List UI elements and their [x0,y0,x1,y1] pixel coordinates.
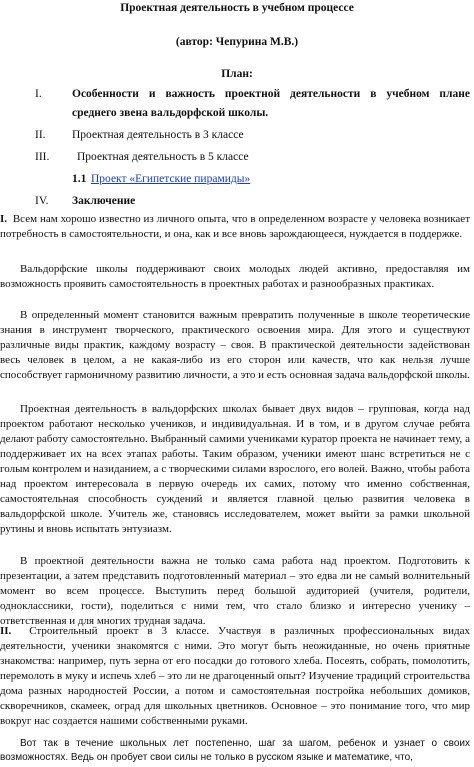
plan-item-4-number: IV. [35,195,49,207]
paragraph-6-text: Строительный проект в 3 классе. Участвуя в различных профессиональных видах деятельности, ученики знакомятся с ними. Это могут быть неожиданные, но очень приятные знакомства: например, путь зерна от его посадки до готового хлеба. Посеять, собрать, помолотить, перемолоть в муку и испечь хлеб – это ли не драгоценный опыт? Изучение традиций строительства дома разных народностей России, а потом и самостоятельная постройка небольших домиков, скворечников, скамеек, оград для школьных цветников. Основное – это понимание того, что мир вокруг нас создается нашими собственными руками. [0,625,470,727]
plan-item-2-text: Проектная деятельность в 3 классе [72,129,244,141]
paragraph-4 [0,402,470,537]
plan-subitem-link[interactable]: Проект «Египетские пирамиды» [91,173,251,185]
paragraph-1 [0,212,470,242]
paragraph-5 [0,554,470,629]
plan-item-1-text-line2: среднего звена вальдорфской школы. [72,107,269,119]
paragraph-7-text: Вот так в течение школьных лет постепенно, шаг за шагом, ребенок и узнает о своих возможностях. Ведь он пробует свои силы не только в русском языке и математике, что, [0,738,470,763]
paragraph-6 [0,624,470,729]
plan-item-2-number: II. [35,129,46,141]
plan-heading: План: [221,68,253,80]
plan-item-3-text: Проектная деятельность в 5 классе [77,151,249,163]
plan-item-1-text-line1: Особенности и важность проектной деятельности в учебном плане [72,88,470,100]
plan-item-4-text: Заключение [72,195,136,207]
plan-item-1-number: I. [35,88,42,100]
section-marker-1: I. [0,213,8,225]
document-title: Проектная деятельность в учебном процессе [120,2,354,14]
paragraph-3-text: В определенный момент становится важным превратить полученные в школе теоретические знания в инструмент творческого, практического освоения мира. Для этого и существуют различные виды практик, каждому возрасту – своя. В практической деятельности задействован весь человек в целом, а не какая-либо из его сторон или качеств, что как нельзя лучше способствует гармоничному развитию личности, а это и есть основная задача вальдорфской школы. [0,309,470,381]
paragraph-7 [0,737,470,765]
paragraph-5-text: В проектной деятельности важна не только сама работа над проектом. Подготовить к презентации, а затем представить подготовленный материал – это едва ли не самый волнительный момент во всем процессе. Выступить перед большой аудиторией (учителя, родители, одноклассники, гости), поделиться с ними тем, что стало близко и интересно ученику – ответственная и для многих трудная задача. [0,555,470,627]
paragraph-2-text: Вальдорфские школы поддерживают своих молодых людей активно, предоставляя им возможность проявить самостоятельность в проектных работах и разнообразных практиках. [0,263,470,290]
paragraph-4-text: Проектная деятельность в вальдорфских школах бывает двух видов – групповая, когда над проектом работают несколько учеников, и индивидуальная. И в том, и в другом случае ребята делают работу самостоятельно. Выбранный самими учениками куратор проекта не начинает тему, а поддерживает их на всех этапах работы. Таким образом, ученики имеют шанс встретиться не с голым контролем и назиданием, а с творческими силами взрослого, его волей. Важно, чтобы работа над проектом интересовала в первую очередь их самих, потому что именно собственная, самостоятельная способность суждений и является главной целью развития человека в вальдорфской школе. Учитель же, становясь исследователем, может выйти за рамки школьной рутины и вновь испытать энтузиазм. [0,403,470,535]
paragraph-2 [0,262,470,292]
paragraph-3 [0,308,470,383]
plan-item-3-number: III. [35,151,50,163]
plan-subitem-number: 1.1 [72,173,87,185]
document-author: (автор: Чепурина М.В.) [175,36,299,48]
section-marker-2: II. [0,625,12,637]
paragraph-1-text: Всем нам хорошо известно из личного опыта, что в определенном возрасте у человека возникает потребность в самостоятельности, и она, как и все вновь зарождающееся, нуждается в поддержке. [0,213,470,240]
